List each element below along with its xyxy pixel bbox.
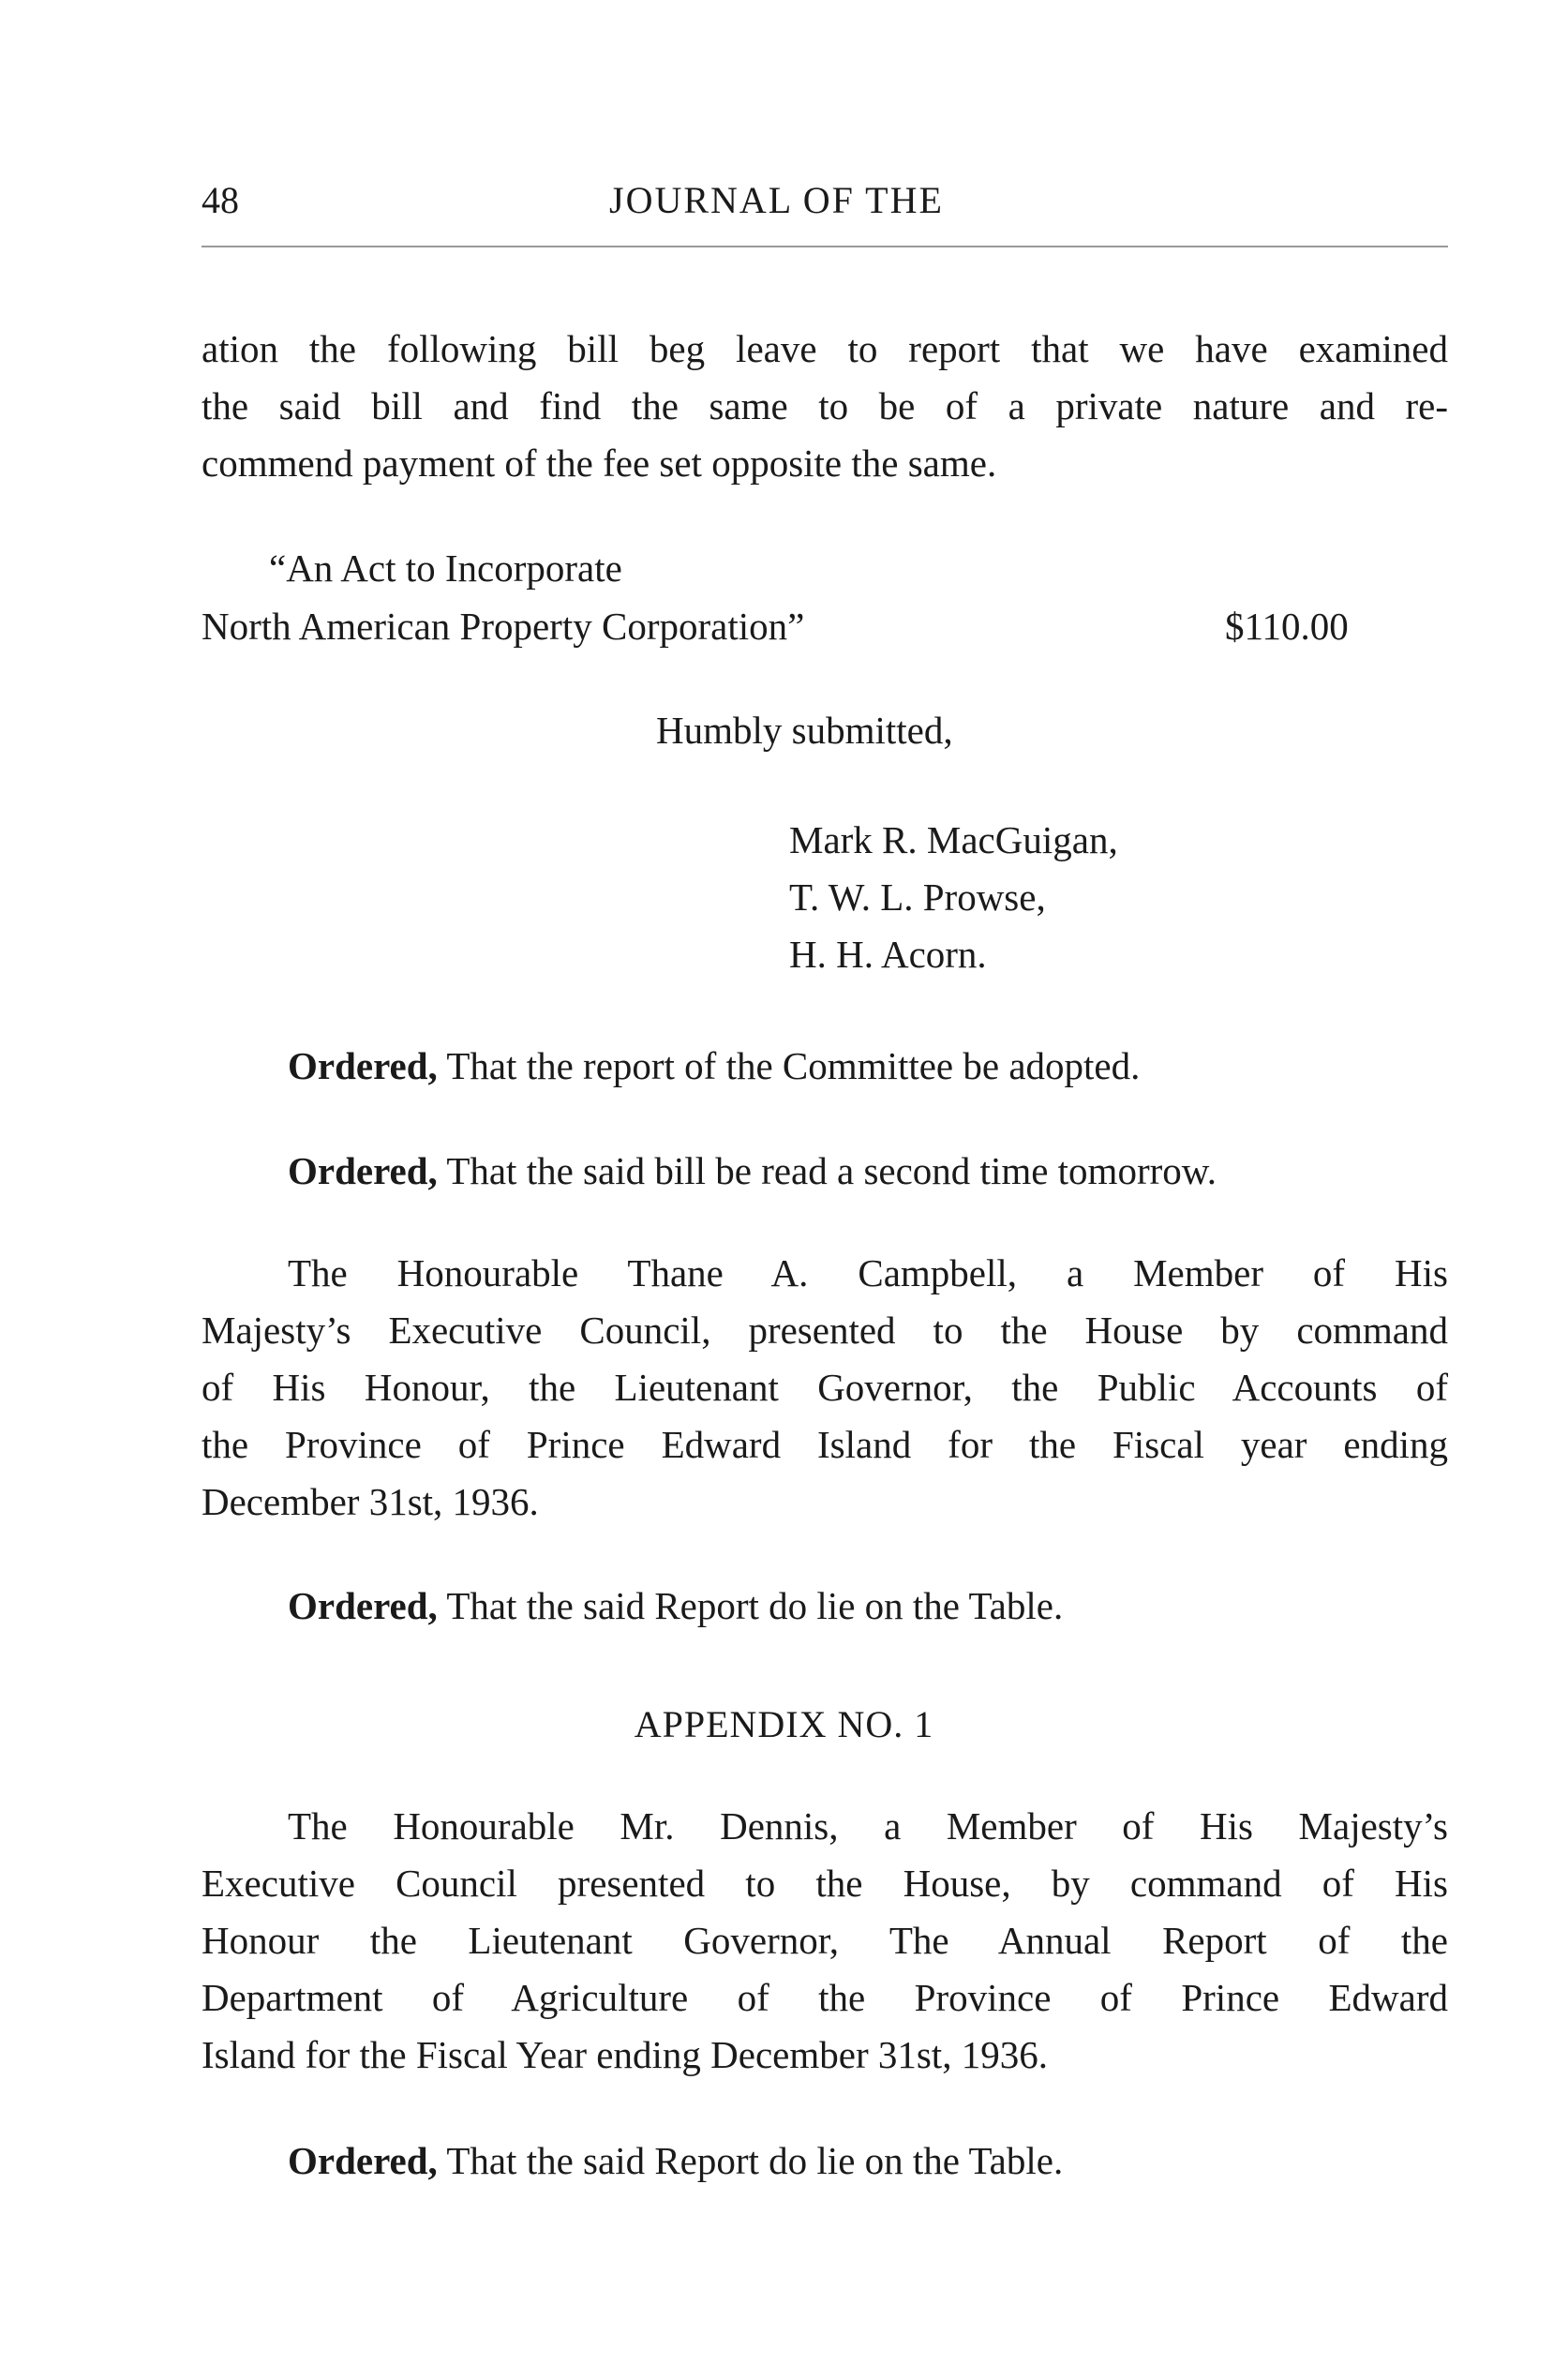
page-number: 48 <box>202 179 239 221</box>
order-lie-on-table <box>288 2132 1063 2190</box>
committee-report-paragraph <box>202 321 1448 492</box>
paragraph-line: Honour the Lieutenant Governor, The Annual Report of the <box>202 1919 1448 1962</box>
order-lie-on-table <box>288 1578 1063 1635</box>
order-second-reading <box>288 1143 1217 1200</box>
bill-title-line-2: North American Property Corporation” <box>202 605 805 648</box>
agriculture-report-paragraph <box>202 1798 1448 2084</box>
closing-phrase: Humbly submitted, <box>656 709 953 752</box>
paragraph-line: Island for the Fiscal Year ending December 31st, 1936. <box>202 2033 1048 2076</box>
page-header <box>202 178 1448 234</box>
paragraph-line: Majesty’s Executive Council, presented to the House by command <box>202 1309 1448 1352</box>
header-rule <box>202 246 1448 247</box>
order-label: Ordered, <box>288 1044 438 1087</box>
paragraph-line: of His Honour, the Lieutenant Governor, the Public Accounts of <box>202 1366 1448 1409</box>
order-text: That the said Report do lie on the Table. <box>446 2139 1064 2182</box>
paragraph-line: the Province of Prince Edward Island for the Fiscal year ending <box>202 1423 1448 1466</box>
public-accounts-paragraph <box>202 1245 1448 1531</box>
order-label: Ordered, <box>288 2139 438 2182</box>
paragraph-line: December 31st, 1936. <box>202 1480 539 1523</box>
signatory: Mark R. MacGuigan, <box>789 818 1118 861</box>
signatory: T. W. L. Prowse, <box>789 875 1046 919</box>
order-text: That the said bill be read a second time tomorrow. <box>446 1149 1217 1192</box>
signatory: H. H. Acorn. <box>789 933 987 976</box>
order-label: Ordered, <box>288 1584 438 1627</box>
paragraph-line: The Honourable Mr. Dennis, a Member of His Majesty’s <box>288 1804 1448 1848</box>
paragraph-line: Executive Council presented to the House, by command of His <box>202 1862 1448 1905</box>
paragraph-line: Department of Agriculture of the Province of Prince Edward <box>202 1976 1448 2019</box>
paragraph-line: the said bill and find the same to be of a private nature and re- <box>202 384 1448 427</box>
order-text: That the report of the Committee be adopted. <box>446 1044 1141 1087</box>
paragraph-line: ation the following bill beg leave to report that we have examined <box>202 327 1448 370</box>
bill-title-line-1: “An Act to Incorporate <box>269 546 622 590</box>
running-title: JOURNAL OF THE <box>609 179 944 221</box>
order-label: Ordered, <box>288 1149 438 1192</box>
paragraph-line: The Honourable Thane A. Campbell, a Member of His <box>288 1251 1448 1294</box>
order-report-adopted <box>288 1038 1140 1095</box>
bill-fee: $110.00 <box>1225 605 1349 648</box>
order-text: That the said Report do lie on the Table. <box>446 1584 1064 1627</box>
appendix-heading: APPENDIX NO. 1 <box>634 1703 934 1745</box>
paragraph-line: commend payment of the fee set opposite the same. <box>202 441 997 485</box>
